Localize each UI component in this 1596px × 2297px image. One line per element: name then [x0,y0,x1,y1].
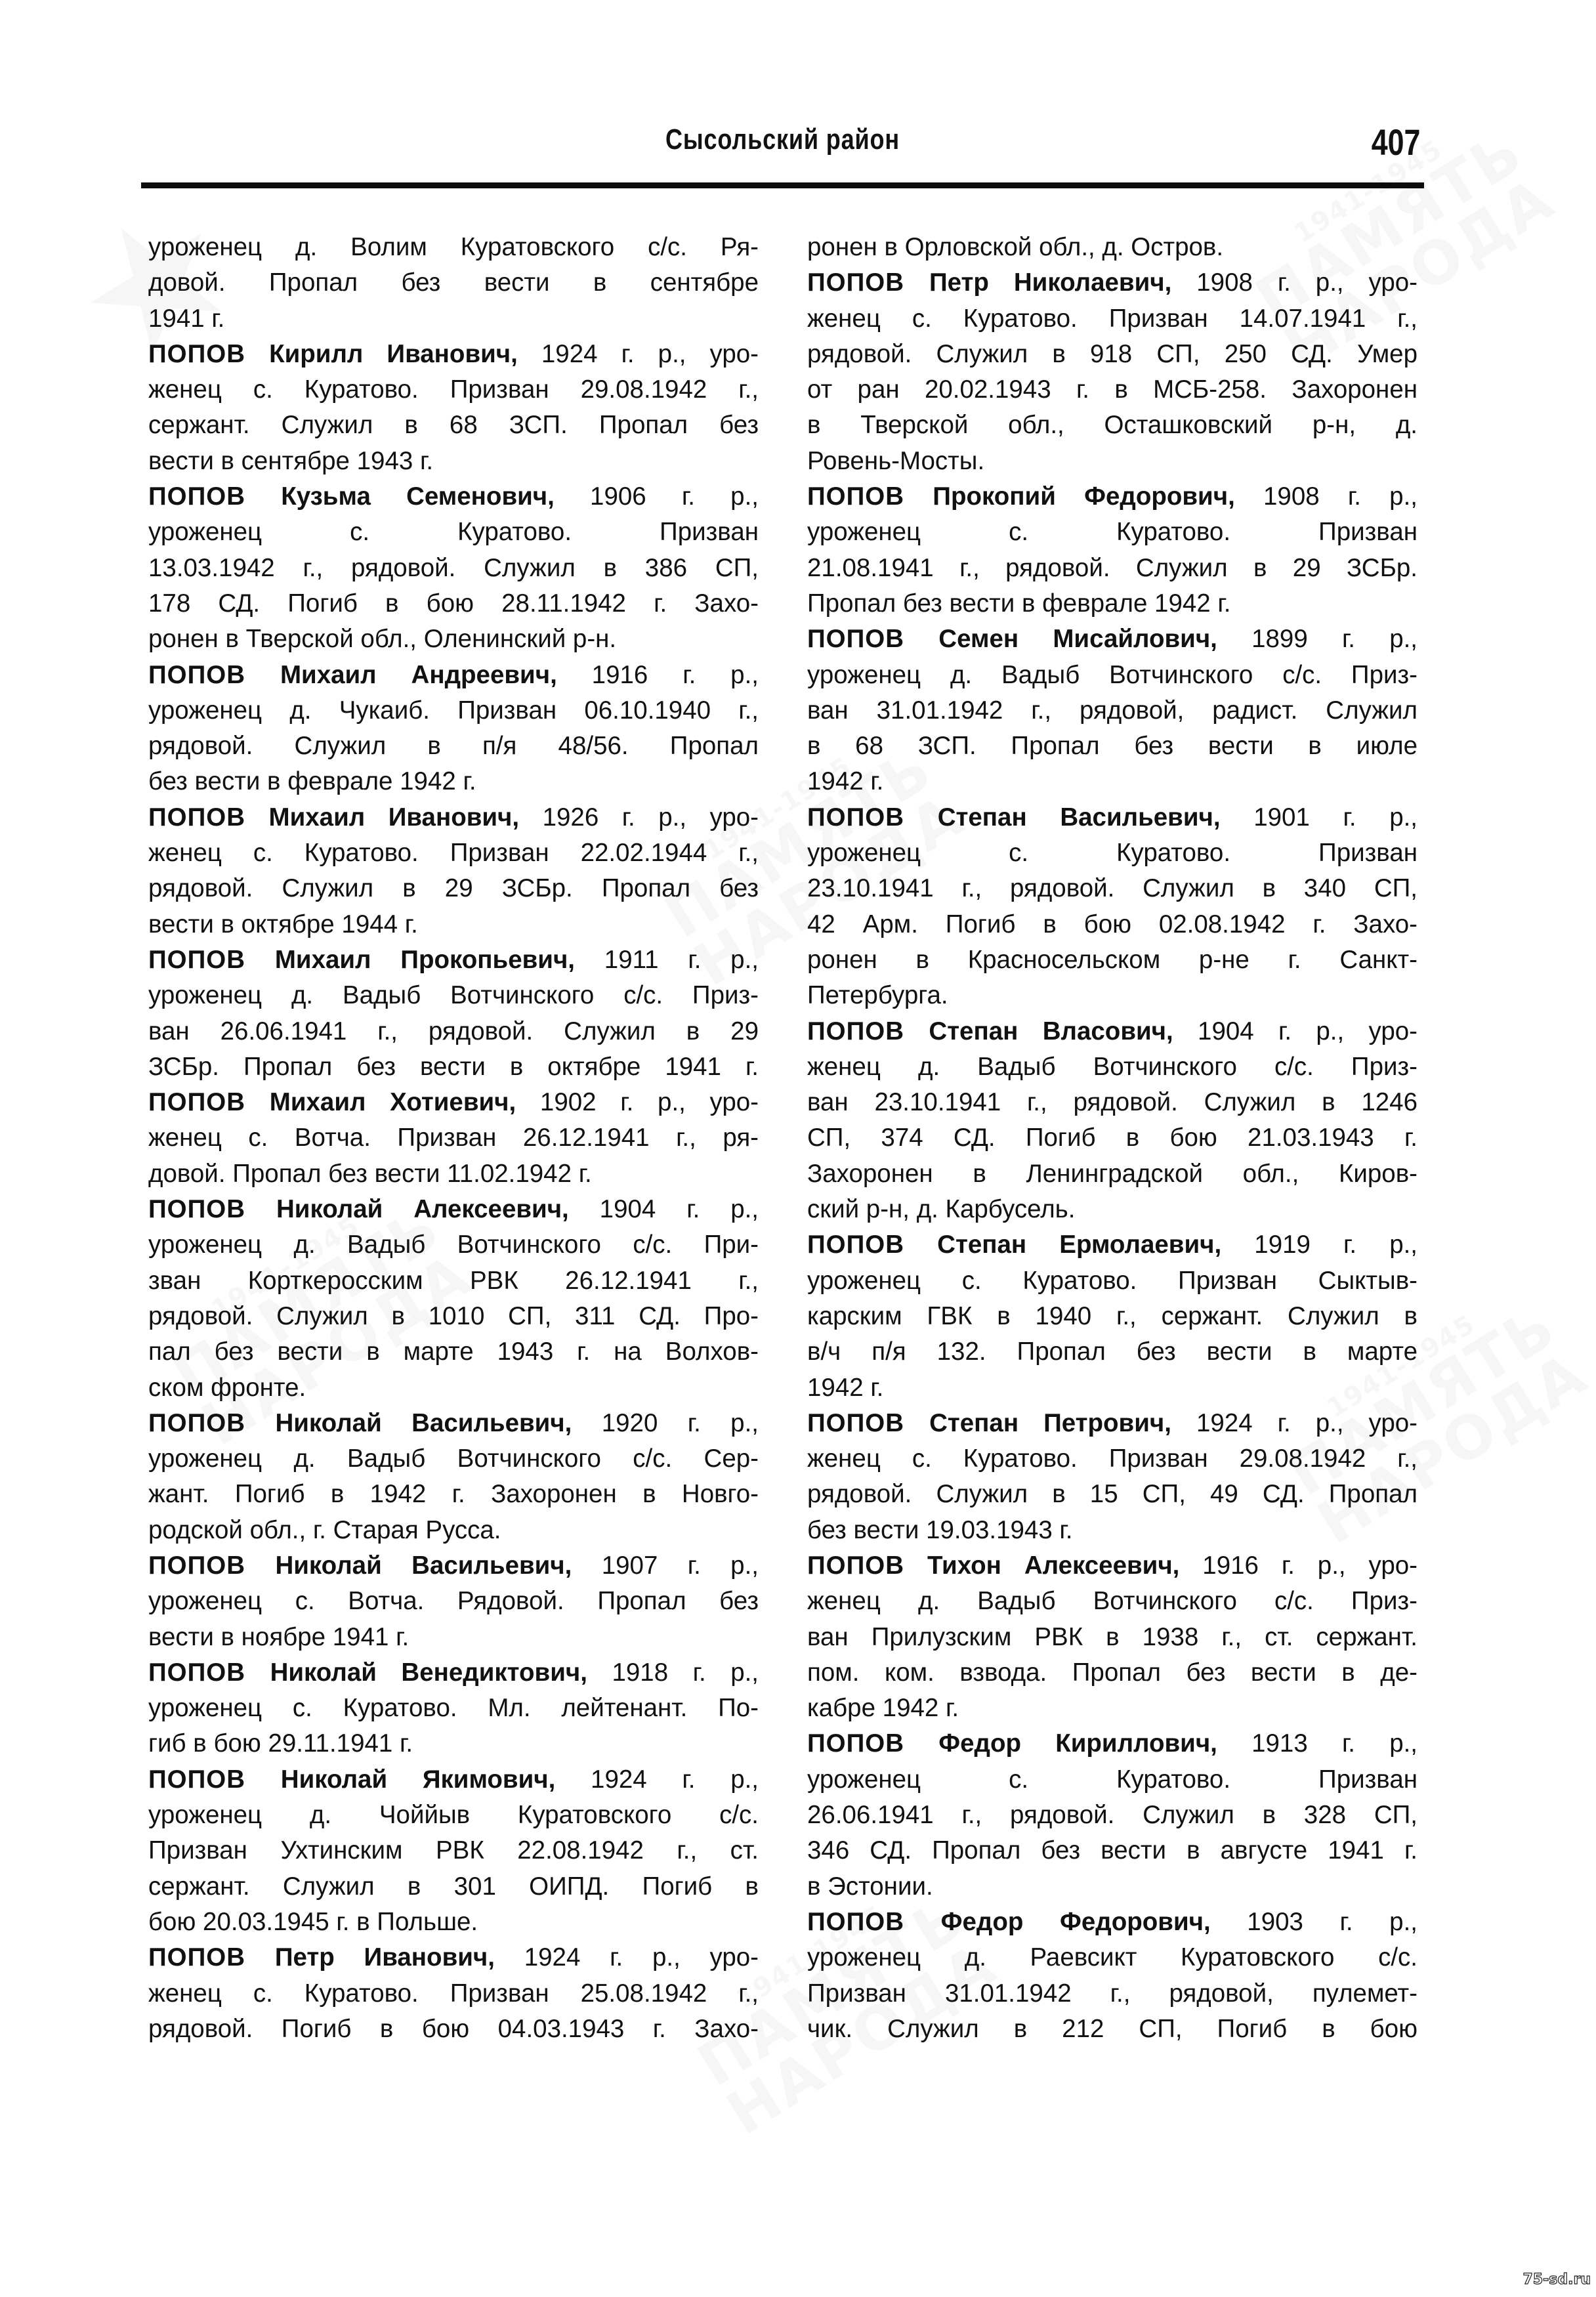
line-text: уроженец с. Куратово. Мл. лейтенант. По- [148,1694,759,1723]
text-line [148,1049,759,1085]
text-line [148,444,759,479]
entry-surname: ПОПОВ [807,803,905,832]
text-line [807,1584,1418,1619]
text-line [148,2012,759,2047]
line-text: в/ч п/я 132. Пропал без вести в марте [807,1338,1418,1366]
line-text: 1918 г. р., [587,1658,759,1687]
entry-surname: ПОПОВ [807,1729,905,1758]
entry-given-name: Прокопий Федорович, [933,482,1235,511]
line-text: женец с. Куратово. Призван 25.08.1942 г., [148,1979,759,2008]
entry-heading-line [807,1548,1418,1584]
text-line [807,871,1418,906]
line-text: вести в сентябре 1943 г. [148,446,434,475]
entry-given-name: Михаил Иванович, [268,803,520,832]
entry-surname: ПОПОВ [148,660,246,689]
line-text: уроженец с. Куратово. Призван [807,839,1418,868]
text-line [807,1334,1418,1370]
text-line [807,1976,1418,2012]
entry-surname: ПОПОВ [148,339,246,368]
line-text: 1904 г. р., [568,1195,759,1224]
entry-given-name: Тихон Алексеевич, [927,1551,1180,1580]
line-text: женец с. Куратово. Призван 29.08.1942 г., [148,375,759,404]
entry-surname: ПОПОВ [807,1231,905,1259]
entry-heading-line [148,1085,759,1120]
page-number: 407 [1371,121,1420,163]
entry-given-name: Кузьма Семенович, [281,482,555,511]
line-text: 1908 г. р., [1234,482,1418,511]
line-text: 346 СД. Пропал без вести в августе 1941 г. [807,1836,1418,1865]
entry-heading-line [148,1192,759,1227]
line-text: 26.06.1941 г., рядовой. Служил в 328 СП, [807,1801,1418,1830]
text-line [807,1120,1418,1156]
entry-given-name: Степан Власович, [929,1017,1173,1045]
text-line [807,1513,1418,1548]
line-text: Захоронен в Ленинградской обл., Киров- [807,1159,1418,1188]
running-title: Сысольский район [665,123,900,156]
text-line [148,728,759,764]
line-text: уроженец д. Вадыб Вотчинского с/с. Сер- [148,1444,759,1473]
line-text: вести в ноябре 1941 г. [148,1622,410,1651]
line-text: вести в октябре 1944 г. [148,910,418,938]
line-text: 1924 г. р., уро- [494,1943,759,1972]
text-line [148,1477,759,1512]
text-line [148,551,759,586]
line-text: женец д. Вадыб Вотчинского с/с. Приз- [807,1587,1418,1616]
text-line [148,1299,759,1334]
line-text: 1901 г. р., [1220,803,1418,832]
entry-surname: ПОПОВ [807,1408,905,1437]
line-text: 1941 г. [148,304,225,333]
entry-heading-line [148,337,759,372]
line-text: 1906 г. р., [554,482,759,511]
entry-heading-line [148,1406,759,1441]
entry-given-name: Николай Алексеевич, [276,1195,569,1224]
entry-given-name: Николай Венедиктович, [270,1658,587,1687]
text-line [148,1691,759,1726]
text-line [148,1976,759,2012]
text-line [807,2012,1418,2047]
line-text: без вести 19.03.1943 г. [807,1515,1073,1544]
line-text: СП, 374 СД. Погиб в бою 21.03.1943 г. [807,1124,1418,1152]
text-line [148,1584,759,1619]
line-text: ЗСБр. Пропал без вести в октябре 1941 г. [148,1052,759,1081]
text-line [807,693,1418,728]
text-line [148,1014,759,1049]
text-line [807,515,1418,550]
entry-heading-line [807,622,1418,657]
line-text: карским ГВК в 1940 г., сержант. Служил в [807,1301,1418,1330]
line-text: уроженец с. Куратово. Призван [148,518,759,547]
entry-surname: ПОПОВ [148,945,246,974]
line-text: 1926 г. р., уро- [519,803,759,832]
line-text: Призван 31.01.1942 г., рядовой, пулемет- [807,1979,1418,2008]
line-text: рядовой. Служил в п/я 48/56. Пропал [148,732,759,761]
line-text: 1913 г. р., [1217,1729,1418,1758]
text-line [148,1513,759,1548]
text-line [148,1334,759,1370]
line-text: 178 СД. Погиб в бою 28.11.1942 г. Захо- [148,589,759,618]
text-line [807,658,1418,693]
line-text: гиб в бою 29.11.1941 г. [148,1729,413,1758]
entry-given-name: Михаил Прокопьевич, [274,945,575,974]
line-text: пал без вести в марте 1943 г. на Волхов- [148,1338,759,1366]
text-line [148,301,759,337]
entry-surname: ПОПОВ [148,1765,246,1794]
text-line [807,1691,1418,1726]
line-text: Призван Ухтинским РВК 22.08.1942 г., ст. [148,1836,759,1865]
line-text: 1916 г. р., [556,660,759,689]
text-line [807,1085,1418,1120]
text-line [148,907,759,942]
line-text: ронен в Тверской обл., Оленинский р-н. [148,625,617,654]
line-text: Ровень-Мосты. [807,446,985,475]
line-text: 1904 г. р., уро- [1173,1017,1418,1045]
entry-heading-line [148,479,759,515]
line-text: уроженец д. Волим Куратовского с/с. Ря- [148,233,759,261]
text-line [148,978,759,1013]
text-line [148,372,759,408]
line-text: уроженец с. Вотча. Рядовой. Пропал без [148,1587,759,1616]
entry-given-name: Николай Васильевич, [275,1408,572,1437]
entry-surname: ПОПОВ [148,1943,246,1972]
entry-heading-line [807,479,1418,515]
line-text: сержант. Служил в 68 ЗСП. Пропал без [148,411,759,440]
entry-heading-line [807,1726,1418,1761]
entry-surname: ПОПОВ [148,1195,246,1224]
line-text: чик. Служил в 212 СП, Погиб в бою [807,2014,1418,2043]
line-text: ский р-н, д. Карбусель. [807,1195,1076,1224]
line-text: рядовой. Служил в 1010 СП, 311 СД. Про- [148,1301,759,1330]
entry-given-name: Федор Кириллович, [938,1729,1217,1758]
line-text: уроженец с. Куратово. Призван [807,1765,1418,1794]
text-line [807,1049,1418,1085]
line-text: родской обл., г. Старая Русса. [148,1515,501,1544]
text-line [807,1869,1418,1905]
text-line [148,1798,759,1833]
line-text: ван 31.01.1942 г., рядовой, радист. Служил [807,696,1418,725]
entry-given-name: Кирилл Иванович, [269,339,518,368]
line-text: 1919 г. р., [1221,1231,1418,1259]
line-text: рядовой. Служил в 918 СП, 250 СД. Умер [807,339,1418,368]
text-line [807,1477,1418,1512]
entry-surname: ПОПОВ [148,1088,246,1117]
entry-given-name: Петр Иванович, [274,1943,495,1972]
text-line [807,1299,1418,1334]
line-text: уроженец д. Раевсикт Куратовского с/с. [807,1943,1418,1972]
text-line [807,978,1418,1013]
line-text: зван Корткеросским РВК 26.12.1941 г., [148,1266,759,1295]
text-line [148,1227,759,1263]
line-text: 1924 г. р., уро- [1171,1408,1418,1437]
text-line [807,1940,1418,1975]
line-text: жант. Погиб в 1942 г. Захоронен в Новго- [148,1480,759,1509]
line-text: 1908 г. р., уро- [1171,268,1418,297]
line-text: 1920 г. р., [572,1408,759,1437]
text-line [148,1905,759,1940]
text-line [148,1120,759,1156]
entry-heading-line [148,942,759,978]
text-line [148,230,759,265]
text-line [807,728,1418,764]
text-line [807,408,1418,443]
line-text: довой. Пропал без вести в сентябре [148,268,759,297]
text-line [807,444,1418,479]
line-text: Петербурга. [807,981,948,1010]
text-line [148,1833,759,1868]
line-text: 1942 г. [807,767,884,796]
text-line [148,764,759,799]
text-line [148,265,759,301]
line-text: ван 26.06.1941 г., рядовой. Служил в 29 [148,1017,759,1045]
entry-surname: ПОПОВ [807,1907,905,1936]
page-header [141,98,1424,190]
entry-given-name: Михаил Андреевич, [280,660,557,689]
entry-surname: ПОПОВ [148,482,246,511]
text-line [807,1655,1418,1691]
line-text: 1916 г. р., уро- [1179,1551,1418,1580]
line-text: 1902 г. р., уро- [516,1088,759,1117]
entry-surname: ПОПОВ [148,1551,246,1580]
line-text: женец с. Куратово. Призван 14.07.1941 г., [807,304,1418,333]
line-text: ронен в Орловской обл., д. Остров. [807,233,1224,261]
entry-heading-line [807,1227,1418,1263]
text-column-right [807,230,1418,2047]
line-text: пом. ком. взвода. Пропал без вести в де- [807,1658,1418,1687]
text-line [807,1263,1418,1299]
line-text: уроженец д. Вадыб Вотчинского с/с. Приз- [148,981,759,1010]
text-line [807,942,1418,978]
line-text: ском фронте. [148,1373,306,1402]
text-line [148,1156,759,1192]
entry-given-name: Семен Мисайлович, [938,625,1217,654]
line-text: сержант. Служил в 301 ОИПД. Погиб в [148,1872,759,1901]
line-text: рядовой. Служил в 29 ЗСБр. Пропал без [148,874,759,903]
line-text: в Эстонии. [807,1872,933,1901]
entry-surname: ПОПОВ [807,268,905,297]
line-text: довой. Пропал без вести 11.02.1942 г. [148,1159,592,1188]
text-line [148,693,759,728]
line-text: женец с. Куратово. Призван 22.02.1944 г., [148,839,759,868]
text-line [807,907,1418,942]
line-text: кабре 1942 г. [807,1694,959,1723]
text-line [807,372,1418,408]
entry-given-name: Михаил Хотиевич, [269,1088,516,1117]
line-text: 13.03.1942 г., рядовой. Служил в 386 СП, [148,553,759,582]
entry-given-name: Федор Федорович, [940,1907,1211,1936]
line-text: 1907 г. р., [572,1551,759,1580]
line-text: ронен в Красносельском р-не г. Санкт- [807,945,1418,974]
line-text: от ран 20.02.1943 г. в МСБ-258. Захоронен [807,375,1418,404]
entry-heading-line [148,1762,759,1798]
entry-heading-line [148,1548,759,1584]
entry-heading-line [807,800,1418,835]
text-line [807,764,1418,799]
entry-given-name: Степан Петрович, [929,1408,1171,1437]
text-line [148,1370,759,1406]
entry-surname: ПОПОВ [148,803,246,832]
text-line [807,835,1418,871]
text-line [807,1833,1418,1868]
line-text: 1924 г. р., уро- [517,339,759,368]
line-text: ван 23.10.1941 г., рядовой. Служил в 1246 [807,1088,1418,1117]
line-text: рядовой. Погиб в бою 04.03.1943 г. Захо- [148,2014,759,2043]
line-text: в 68 ЗСП. Пропал без вести в июле [807,732,1418,761]
line-text: без вести в феврале 1942 г. [148,767,476,796]
text-line [807,1798,1418,1833]
text-line [148,1441,759,1477]
text-line [807,1441,1418,1477]
text-line [148,408,759,443]
text-line [807,1156,1418,1192]
line-text: Пропал без вести в феврале 1942 г. [807,589,1231,618]
entry-given-name: Николай Якимович, [280,1765,556,1794]
text-line [148,515,759,550]
entry-given-name: Николай Васильевич, [275,1551,572,1580]
entry-surname: ПОПОВ [807,1551,905,1580]
entry-heading-line [807,265,1418,301]
line-text: уроженец с. Куратово. Призван [807,518,1418,547]
line-text: 1899 г. р., [1217,625,1418,654]
entry-heading-line [148,658,759,693]
text-line [807,1192,1418,1227]
line-text: 1911 г. р., [575,945,759,974]
line-text: уроженец д. Вадыб Вотчинского с/с. Приз- [807,660,1418,689]
line-text: 1942 г. [807,1373,884,1402]
entry-heading-line [148,1940,759,1975]
text-line [148,622,759,657]
text-line [807,1620,1418,1655]
line-text: 1903 г. р., [1210,1907,1418,1936]
text-line [807,337,1418,372]
line-text: бою 20.03.1945 г. в Польше. [148,1907,478,1936]
line-text: уроженец д. Вадыб Вотчинского с/с. При- [148,1231,759,1259]
entry-given-name: Степан Ермолаевич, [937,1231,1222,1259]
text-line [148,871,759,906]
text-line [807,230,1418,265]
entry-given-name: Степан Васильевич, [937,803,1221,832]
entry-heading-line [148,1655,759,1691]
line-text: 42 Арм. Погиб в бою 02.08.1942 г. Захо- [807,910,1418,938]
text-line [148,586,759,622]
line-text: уроженец д. Чукаиб. Призван 06.10.1940 г., [148,696,759,725]
line-text: женец с. Куратово. Призван 29.08.1942 г., [807,1444,1418,1473]
text-line [807,1762,1418,1798]
entry-surname: ПОПОВ [807,1017,905,1045]
line-text: рядовой. Служил в 15 СП, 49 СД. Пропал [807,1480,1418,1509]
header-rule [141,182,1424,188]
site-watermark: 75-sd.ru [1522,2271,1591,2288]
entry-surname: ПОПОВ [807,625,905,654]
line-text: женец д. Вадыб Вотчинского с/с. Приз- [807,1052,1418,1081]
entry-surname: ПОПОВ [148,1658,246,1687]
entry-surname: ПОПОВ [148,1408,246,1437]
text-line [148,1869,759,1905]
entry-heading-line [807,1905,1418,1940]
text-column-left [148,230,759,2047]
entry-heading-line [807,1406,1418,1441]
entry-surname: ПОПОВ [807,482,905,511]
text-line [148,835,759,871]
text-line [807,1370,1418,1406]
line-text: уроженец с. Куратово. Призван Сыктыв- [807,1266,1418,1295]
entry-heading-line [807,1014,1418,1049]
entry-given-name: Петр Николаевич, [929,268,1172,297]
line-text: ван Прилузским РВК в 1938 г., ст. сержант. [807,1622,1418,1651]
text-line [148,1620,759,1655]
text-line [807,586,1418,622]
text-line [807,551,1418,586]
line-text: 21.08.1941 г., рядовой. Служил в 29 ЗСБр. [807,553,1418,582]
text-line [807,301,1418,337]
text-line [148,1263,759,1299]
line-text: женец с. Вотча. Призван 26.12.1941 г., ря- [148,1124,759,1152]
text-line [148,1726,759,1761]
line-text: в Тверской обл., Осташковский р-н, д. [807,411,1418,440]
line-text: уроженец д. Чоййыв Куратовского с/с. [148,1801,759,1830]
line-text: 23.10.1941 г., рядовой. Служил в 340 СП, [807,874,1418,903]
line-text: 1924 г. р., [555,1765,759,1794]
entry-heading-line [148,800,759,835]
